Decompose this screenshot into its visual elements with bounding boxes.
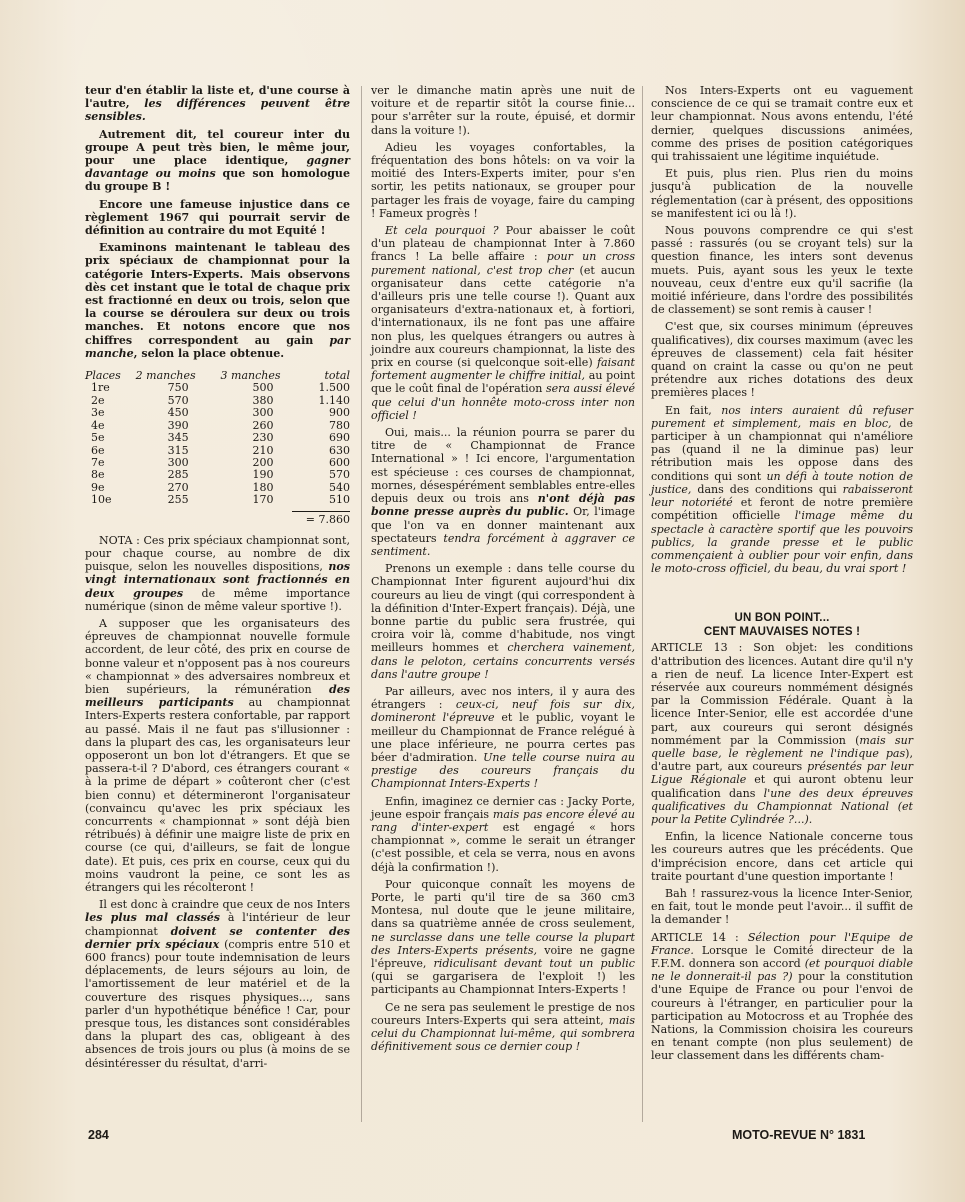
total-cell: 630 (329, 443, 350, 457)
three-manches-cell: 190 (252, 468, 274, 482)
paragraph: Il est donc à craindre que ceux de nos Inters les plus mal classés à l'intérieur de leur championnat doivent se contenter des dernier prix spéciaux (compris entre 510 et 600 francs) pour toute indemnisation de leurs déplacements, de leurs séjours au loin, de l'amortissement de leur matériel et de la couverture des risques physiques..., sans parler d'un hypothétique bénéfice ! Car, pour presque tous, les distances sont considérables dans la plupart des cas, obligeant à des absences de trois jours ou plus (à moins de se désintéresser du résultat, d'arri- (85, 898, 350, 1070)
place-cell: 10e (91, 493, 112, 507)
paragraph: Et puis, plus rien. Plus rien du moins jusqu'à publication de la nouvelle réglementation (car à présent, des oppositions se manifestent ici ou là !). (651, 167, 913, 220)
paragraph: Enfin, la licence Nationale concerne tous les coureurs autres que les précédents. Que d'imprécision encore, dans cet article qui traite pourtant d'une question importante ! (651, 830, 913, 883)
column-1-body (85, 534, 350, 1070)
paragraph: Ce ne sera pas seulement le prestige de nos coureurs Inters-Experts qui sera atteint, mais celui du Championnat lui-même, qui sombrera définitivement sous ce dernier coup ! (371, 1000, 635, 1054)
two-manches-cell: 270 (167, 480, 189, 494)
total-cell: 900 (329, 406, 350, 420)
table-row (85, 432, 350, 444)
place-cell: 8e (91, 468, 105, 482)
total-cell: 690 (329, 431, 350, 445)
column-3-body (651, 641, 913, 1062)
table-row (85, 457, 350, 469)
paragraph: C'est que, six courses minimum (épreuves qualificatives), dix courses maximum (avec les épreuves de classement) cela fait hésiter quand on craint la casse ou qu'on ne peut prétendre aux riches dotations des deux premières places ! (651, 320, 913, 400)
total-cell: 600 (329, 455, 350, 469)
three-manches-cell: 200 (252, 455, 274, 469)
total-cell: 1.500 (318, 381, 350, 395)
total-cell: 780 (329, 418, 350, 432)
three-manches-cell: 170 (252, 493, 274, 507)
paragraph: Autrement dit, tel coureur inter du groupe A peut très bien, le même jour, pour une place identique, gagner davantage ou moins que son homologue du groupe B ! (85, 127, 350, 194)
grand-total: = 7.860 (85, 513, 350, 526)
table-row (85, 407, 350, 419)
paragraph: ARTICLE 14 : Sélection pour l'Equipe de France. Lorsque le Comité directeur de la F.F.M. donnera son accord (et pourquoi diable ne le donnerait-il pas ?) pour la constitution d'une Equipe de France ou pour l'envoi de coureurs à l'étranger, en particulier pour la participation au Motocross et au Trophée des Nations, la Commission choisira les coureurs en tenant compte (non plus seulement) de leur classement dans les différents cham- (651, 930, 914, 1063)
column-1 (85, 84, 350, 1074)
two-manches-cell: 285 (167, 468, 189, 482)
headline-line-2: CENT MAUVAISES NOTES ! (703, 626, 861, 639)
total-cell: 540 (329, 480, 350, 494)
header-places: Places (85, 369, 121, 383)
paragraph: En fait, nos inters auraient dû refuser purement et simplement, mais en bloc, de participer à un championnat qui n'améliore pas (quand il ne la diminue pas) leur rétribution mais les oppose dans des conditions qui sont un défi à toute notion de justice, dans des conditions qui rabaisseront leur notoriété et feront de notre première compétition officielle l'image même du spectacle à caractère sportif que les pouvoirs publics, la grande presse et le public commençaient à oublier pour voir enfin, dans le moto-cross officiel, du beau, du vrai sport ! (651, 403, 914, 576)
paragraph: Nous pouvons comprendre ce qui s'est passé : rassurés (ou se croyant tels) sur la question finance, les inters sont devenus muets. Puis, ayant sous les yeux le texte nouveau, ceux d'entre eux qu'il sacrifie (la moitié inférieure, dans l'ordre des possibilités de classement) se sont remis à causer ! (651, 224, 913, 317)
paragraph: Et cela pourquoi ? Pour abaisser le coût d'un plateau de championnat Inter à 7.860 francs ! La belle affaire : pour un cross purement national, c'est trop cher (et aucun organisateur dans cette catégorie n'a d'ailleurs pris une telle course !). Quant aux organisateurs d'extra-nationaux et, à fortiori, d'internationaux, ils ne font pas une affaire non plus, les quelques étrangers ou autres à joindre aux coureurs championnat, la liste des prix en course (si quelconque soit-elle) faisant fortement augmenter le chiffre initial, au point que le coût final de l'opération sera aussi élevé que celui d'un honnête moto-cross inter non officiel ! (371, 224, 636, 422)
paragraph: Oui, mais... la réunion pourra se parer du titre de « Championnat de France International » ! Ici encore, l'argumentation est spécieuse : ces courses de championnat, mornes, désespérément semblables entre-elles depuis deux ou trois ans n'ont déjà pas bonne presse auprès du public. Or, l'image que l'on va en donner maintenant aux spectateurs tendra forcément à aggraver ce sentiment. (371, 426, 636, 558)
place-cell: 6e (91, 443, 105, 457)
table-row (85, 482, 350, 494)
three-manches-cell: 210 (252, 443, 274, 457)
table-row (85, 382, 350, 394)
prize-table (85, 370, 350, 506)
column-2-body (371, 84, 635, 1053)
table-row (85, 445, 350, 457)
paragraph: Pour quiconque connaît les moyens de Porte, le parti qu'il tire de sa 360 cm3 Montesa, nul doute que le jeune militaire, dans sa quatrième année de cross seulement, ne surclasse dans une telle course la plupart des Inters-Experts présents, voire ne gagne l'épreuve, ridiculisant devant tout un public (qui se gargarisera de l'exploit !) les participants au Championnat Inters-Experts ! (371, 877, 636, 997)
place-cell: 2e (91, 393, 105, 407)
paragraph: Prenons un exemple : dans telle course du Championnat Inter figurent aujourd'hui dix coureurs au lieu de vingt (qui correspondent à la définition d'Inter-Expert français). Déjà, une bonne partie du public sera frustrée, qui croira voir là, comme d'habitude, nos vingt meilleurs hommes et cherchera vainement, dans le peloton, certains concurrents versés dans l'autre groupe ! (371, 562, 635, 681)
paragraph: Bah ! rassurez-vous la licence Inter-Senior, en fait, tout le monde peut l'avoir... il suffit de la demander ! (651, 886, 913, 927)
three-manches-cell: 300 (252, 406, 274, 420)
prize-table-body (85, 382, 350, 506)
three-manches-cell: 500 (252, 381, 274, 395)
table-row (85, 469, 350, 481)
table-row (85, 420, 350, 432)
header-2-manches: 2 manches (135, 369, 196, 383)
paragraph: ver le dimanche matin après une nuit de voiture et de repartir sitôt la course finie... pour s'arrêter sur la route, épuisé, et dormir dans la voiture !). (371, 84, 635, 137)
paragraph: Adieu les voyages confortables, la fréquentation des bons hôtels: on va voir la moitié des Inters-Experts imiter, pour s'en sortir, les petits nationaux, se grouper pour partager les frais de voyage, faire du camping ! Fameux progrès ! (371, 140, 635, 220)
two-manches-cell: 315 (167, 443, 189, 457)
column-1-intro (85, 84, 350, 360)
magazine-issue: MOTO-REVUE N° 1831 (732, 1128, 866, 1142)
paragraph: A supposer que les organisateurs des épreuves de championnat nouvelle formule accordent, de leur côté, des prix en course de bonne valeur et n'opposent pas à nos coureurs « championnat » des adversaires nombreux et bien supérieurs, la rémunération des meilleurs participants au championnat Inters-Experts restera confortable, par rapport au passé. Mais il ne faut pas s'illusionner : dans la plupart des cas, les organisateurs leur opposeront un bon lot d'étrangers. Et que se passera-t-il ? D'abord, ces étrangers courant « à la prime de départ » coûteront cher (c'est bien connu) et détermineront l'organisateur (convaincu qu'avec les prix spéciaux les concurrents « championnat » sont déjà bien rétribués) à définir une maigre liste de prix en course (ce qui, d'ailleurs, se fait de longue date). Et puis, ces prix en course, ceux qui du moins vaudront la peine, ce sont les as étrangers qui les récolteront ! (85, 616, 350, 895)
section-headline (651, 611, 913, 639)
header-total: total (324, 369, 350, 383)
place-cell: 5e (91, 431, 105, 445)
two-manches-cell: 450 (167, 406, 189, 420)
three-manches-cell: 230 (252, 431, 274, 445)
table-row (85, 494, 350, 506)
prize-table-header (85, 370, 350, 382)
column-divider (642, 86, 643, 1122)
place-cell: 3e (91, 406, 105, 420)
paragraph: Examinons maintenant le tableau des prix spéciaux de championnat pour la catégorie Inters-Experts. Mais observons dès cet instant que le total de chaque prix est fractionné en deux ou trois, selon que la course se déroulera sur deux ou trois manches. Et notons encore que nos chiffres correspondent au gain par manche, selon la place obtenue. (85, 241, 351, 360)
paragraph: teur d'en établir la liste et, d'une course à l'autre, les différences peuvent être sensibles. (85, 84, 350, 124)
three-manches-cell: 380 (252, 393, 274, 407)
column-3-intro (651, 84, 913, 575)
page-number: 284 (88, 1128, 109, 1142)
total-cell: 510 (329, 493, 350, 507)
paragraph: ARTICLE 13 : Son objet: les conditions d'attribution des licences. Autant dire qu'il n'y a rien de neuf. La licence Inter-Expert est réservée aux coureurs nommément désignés par la Commission Fédérale. Quant à la licence Inter-Senior, elle est accordée d'une part, aux coureurs qui seront désignés nommément par la Commission (mais sur quelle base, le règlement ne l'indique pas), d'autre part, aux coureurs présentés par leur Ligue Régionale et qui auront obtenu leur qualification dans l'une des deux épreuves qualificatives du Championnat National (et pour la Petite Cylindrée ?...). (651, 641, 913, 826)
column-divider (361, 86, 362, 1122)
two-manches-cell: 255 (167, 493, 189, 507)
column-3 (651, 84, 913, 1067)
place-cell: 7e (91, 455, 105, 469)
table-row (85, 395, 350, 407)
place-cell: 1re (91, 381, 110, 395)
three-manches-cell: 180 (252, 480, 274, 494)
paragraph: Par ailleurs, avec nos inters, il y aura des étrangers : ceux-ci, neuf fois sur dix, domineront l'épreuve et le public, voyant le meilleur du Championnat de France relégué à une place inférieure, ne pourra certes pas béer d'admiration. Une telle course nuira au prestige des coureurs français du Championnat Inters-Experts ! (371, 684, 635, 791)
paragraph: NOTA : Ces prix spéciaux championnat sont, pour chaque course, au nombre de dix puisque, selon les nouvelles dispositions, nos vingt internationaux sont fractionnés en deux groupes de même importance numérique (sinon de même valeur sportive !). (85, 533, 350, 613)
two-manches-cell: 570 (167, 393, 189, 407)
two-manches-cell: 300 (167, 455, 189, 469)
two-manches-cell: 390 (167, 418, 189, 432)
three-manches-cell: 260 (252, 418, 274, 432)
two-manches-cell: 345 (167, 431, 189, 445)
header-3-manches: 3 manches (220, 369, 281, 383)
paragraph: Nos Inters-Experts ont eu vaguement conscience de ce qui se tramait contre eux et leur championnat. Nous avons entendu, l'été dernier, quelques discussions animées, comme des prises de position catégoriques qui trahissaient une légitime inquiétude. (651, 84, 913, 164)
place-cell: 4e (91, 418, 105, 432)
two-manches-cell: 750 (167, 381, 189, 395)
headline-line-1: UN BON POINT... (734, 612, 830, 625)
column-2 (371, 84, 635, 1057)
paragraph: Enfin, imaginez ce dernier cas : Jacky Porte, jeune espoir français mais pas encore élevé au rang d'inter-expert est engagé « hors championnat », comme le serait un étranger (c'est possible, et cela se verra, nous en avons déjà la confirmation !). (371, 794, 635, 874)
total-cell: 1.140 (318, 393, 350, 407)
paragraph: Encore une fameuse injustice dans ce règlement 1967 qui pourrait servir de définition au contraire du mot Equité ! (85, 197, 350, 238)
total-cell: 570 (329, 468, 350, 482)
place-cell: 9e (91, 480, 105, 494)
